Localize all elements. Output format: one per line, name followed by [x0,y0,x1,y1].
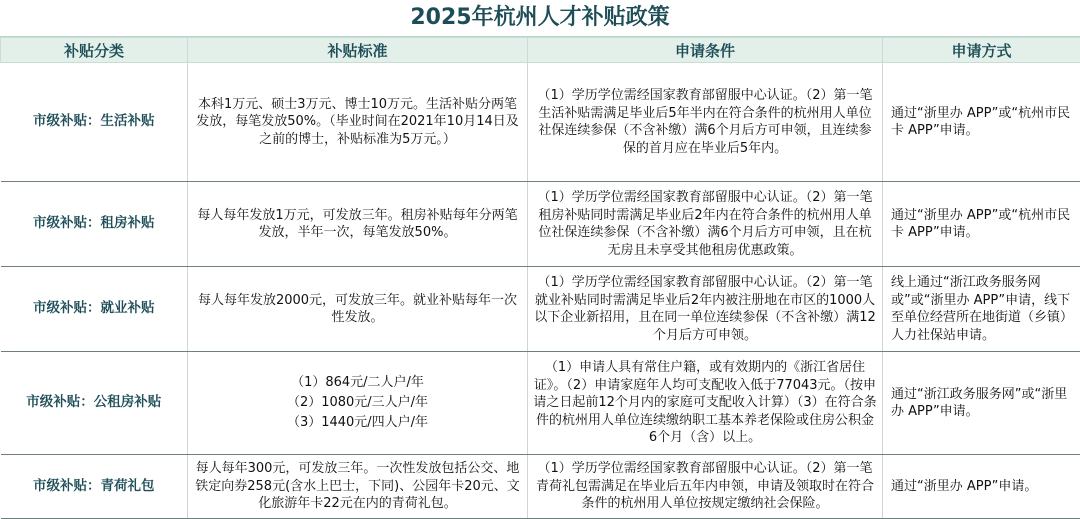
row-conditions: （1）学历学位需经国家教育部留服中心认证。（2）第一笔生活补贴需满足毕业后5年半内在符合条件的杭州用人单位社保连续参保（不含补缴）满6个月后方可申领，且连续参保的首月应在毕业后5年内。 [528,63,883,182]
row-standard [188,352,528,455]
table-header-row [1,38,1080,63]
row-method: 通过“浙里办 APP”或“杭州市民卡 APP”申请。 [883,182,1080,267]
header-standard: 补贴标准 [188,38,528,63]
row-conditions: （1）学历学位需经国家教育部留服中心认证。（2）第一笔就业补贴同时需满足毕业后2年内被注册地在市区的1000人以下企业新招用，且在同一单位连续参保（不含补缴）满12个月后方可申领。 [528,267,883,352]
row-standard: 每人每年发放1万元，可发放三年。租房补贴每年分两笔发放，半年一次，每笔发放50%。 [188,182,528,267]
standard-line: （3）1440元/四人户/年 [286,415,429,430]
row-method: 通过“浙里办 APP”或“杭州市民卡 APP”申请。 [883,63,1080,182]
table-row [1,63,1080,182]
row-category: 市级补贴：公租房补贴 [1,352,188,455]
subsidy-table [0,37,1080,519]
row-conditions: （1）学历学位需经国家教育部留服中心认证。（2）第一笔青荷礼包需满足在毕业后五年内申领，申请及领取时在符合条件的杭州用人单位按规定缴纳社会保险。 [528,455,883,519]
page-title: 2025年杭州人才补贴政策 [0,0,1080,37]
row-category: 市级补贴：租房补贴 [1,182,188,267]
header-category: 补贴分类 [1,38,188,63]
standard-line: （1）864元/二人户/年 [291,375,424,390]
row-category: 市级补贴：生活补贴 [1,63,188,182]
table-row [1,352,1080,455]
row-standard: 本科1万元、硕士3万元、博士10万元。生活补贴分两笔发放，每笔发放50%。（毕业时间在2021年10月14日及之前的博士，补贴标准为5万元。） [188,63,528,182]
row-conditions: （1）申请人具有常住户籍，或有效期内的《浙江省居住证》。（2）申请家庭年人均可支配收入低于77043元。（按申请之日起前12个月内的家庭可支配收入计算）（3）在符合条件的杭州用人单位连续缴纳职工基本养老保险或住房公积金6个月（含）以上。 [528,352,883,455]
table-row [1,455,1080,519]
header-conditions: 申请条件 [528,38,883,63]
header-method: 申请方式 [883,38,1080,63]
row-category: 市级补贴：青荷礼包 [1,455,188,519]
row-standard: 每人每年300元，可发放三年。一次性发放包括公交、地铁定向券258元(含水上巴士，下同)、公园年卡20元、文化旅游年卡22元在内的青荷礼包。 [188,455,528,519]
row-conditions: （1）学历学位需经国家教育部留服中心认证。（2）第一笔租房补贴同时需满足毕业后2年内在符合条件的杭州用人单位社保连续参保（不含补缴）满6个月后方可申领，且在杭无房且未享受其他租房优惠政策。 [528,182,883,267]
table-row [1,267,1080,352]
row-method: 通过“浙江政务服务网”或“浙里办 APP”申请。 [883,352,1080,455]
table-row [1,182,1080,267]
standard-line: （2）1080元/三人户/年 [286,395,429,410]
row-standard: 每人每年发放2000元，可发放三年。就业补贴每年一次性发放。 [188,267,528,352]
row-method: 线上通过“浙江政务服务网或”或“浙里办 APP”申请，线下至单位经营所在地街道（乡镇）人力社保站申请。 [883,267,1080,352]
row-category: 市级补贴：就业补贴 [1,267,188,352]
row-method: 通过“浙里办 APP”申请。 [883,455,1080,519]
